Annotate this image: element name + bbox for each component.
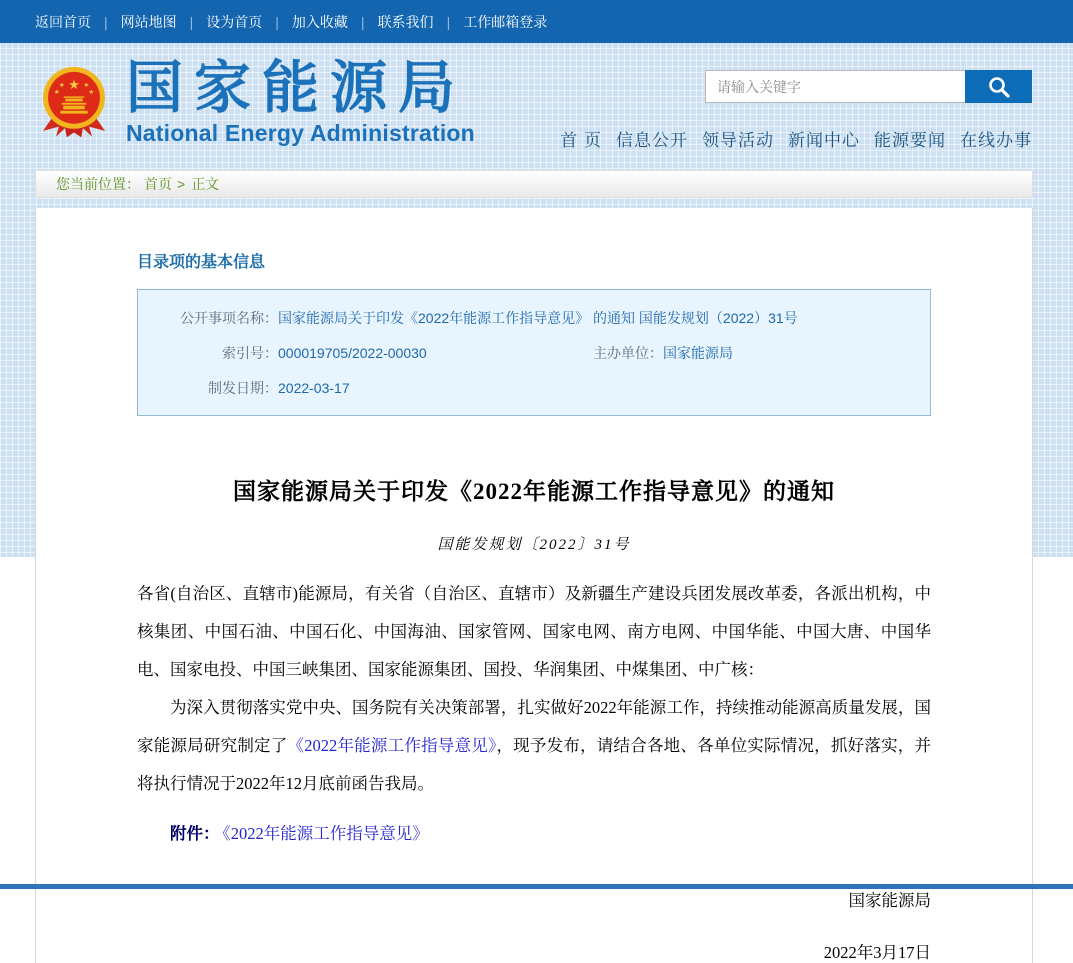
search-icon — [986, 74, 1012, 100]
info-label-org: 主办单位： — [593, 345, 663, 361]
search-button[interactable] — [965, 70, 1032, 103]
info-value-org: 国家能源局 — [663, 345, 733, 361]
site-subtitle: National Energy Administration — [126, 120, 475, 146]
national-emblem-logo — [38, 63, 110, 147]
article-paragraph-body — [137, 689, 931, 803]
paragraph-text: 为深入贯彻落实党中央、国务院有关决策部署，扎实做好2022年能源工作，持续推动能源高质量发展，国家能源局研究制定了 — [137, 698, 931, 755]
topbar-link[interactable]: | 工作邮箱登录 — [434, 12, 548, 32]
info-value-date: 2022-03-17 — [278, 380, 350, 396]
info-label-date: 制发日期： — [208, 380, 278, 396]
info-label-name: 公开事项名称： — [180, 310, 278, 326]
search-bar — [705, 70, 1032, 103]
article-doc-number: 国能发规划〔2022〕31号 — [437, 537, 631, 553]
info-box — [137, 289, 931, 416]
topbar — [0, 0, 1073, 43]
topbar-link[interactable]: | 加入收藏 — [262, 12, 348, 32]
footer-strip — [0, 884, 1073, 889]
main-nav — [546, 126, 1032, 151]
signature: 国家能源局 — [848, 891, 931, 910]
section-heading: 目录项的基本信息 — [137, 254, 266, 271]
info-row-date — [138, 371, 930, 406]
svg-text:★: ★ — [88, 89, 95, 97]
nav-item[interactable]: 首 页 — [560, 131, 602, 150]
nav-item[interactable]: 在线办事 — [960, 131, 1032, 150]
attachment-label: 附件： — [170, 824, 220, 843]
paragraph-text: ，现予发布，请结合各地、各单位实际情况，抓好落实，并将执行情况于2022年12月底前函告我局。 — [137, 736, 932, 793]
header-right — [546, 70, 1032, 170]
nav-item[interactable]: 信息公开 — [616, 131, 688, 150]
breadcrumb-prefix: 您当前位置： — [56, 176, 140, 192]
nav-item[interactable]: 领导活动 — [702, 131, 774, 150]
site-header — [0, 43, 1073, 170]
search-input[interactable] — [705, 70, 965, 103]
article-paragraph-recipients: 各省(自治区、直辖市)能源局，有关省（自治区、直辖市）及新疆生产建设兵团发展改革委，各派出机构，中核集团、中国石油、中国石化、中国海油、国家管网、国家电网、南方电网、中国华能、中国大唐、中国华电、国家电投、中国三峡集团、国家能源集团、国投、华润集团、中煤集团、中广核： — [137, 584, 931, 679]
topbar-links — [35, 12, 547, 32]
breadcrumb-home-link[interactable]: 首页 — [144, 176, 172, 192]
info-row-index-org — [138, 336, 930, 371]
svg-text:★: ★ — [58, 82, 65, 89]
content-panel — [35, 208, 1033, 963]
topbar-link[interactable]: | 联系我们 — [348, 12, 434, 32]
breadcrumb-separator: > — [177, 176, 186, 192]
topbar-link[interactable]: 返回首页 — [35, 13, 91, 30]
nav-item[interactable]: 新闻中心 — [788, 131, 860, 150]
topbar-link[interactable]: | 网站地图 — [91, 12, 177, 32]
svg-text:★: ★ — [68, 77, 80, 93]
brand — [38, 56, 475, 170]
svg-text:★: ★ — [53, 89, 60, 97]
info-row-name — [138, 301, 930, 336]
signature-date: 2022年3月17日 — [823, 943, 931, 962]
brand-text — [126, 56, 475, 147]
guideline-inline-link[interactable]: 《2022年能源工作指导意见》 — [287, 736, 497, 755]
breadcrumb-current: 正文 — [191, 176, 220, 192]
nav-item[interactable]: 能源要闻 — [874, 131, 946, 150]
breadcrumb — [35, 170, 1033, 198]
info-value-name: 国家能源局关于印发《2022年能源工作指导意见》 的通知 国能发规划（2022）31号 — [278, 310, 798, 326]
svg-text:★: ★ — [83, 82, 90, 89]
article-title: 国家能源局关于印发《2022年能源工作指导意见》的通知 — [233, 479, 835, 504]
info-label-index: 索引号： — [222, 345, 278, 361]
topbar-link[interactable]: | 设为首页 — [177, 12, 263, 32]
attachment-line — [137, 815, 931, 853]
info-value-index: 000019705/2022-00030 — [278, 345, 427, 361]
attachment-link[interactable]: 《2022年能源工作指导意见》 — [222, 824, 429, 843]
site-title: 国家能源局 — [126, 56, 466, 120]
